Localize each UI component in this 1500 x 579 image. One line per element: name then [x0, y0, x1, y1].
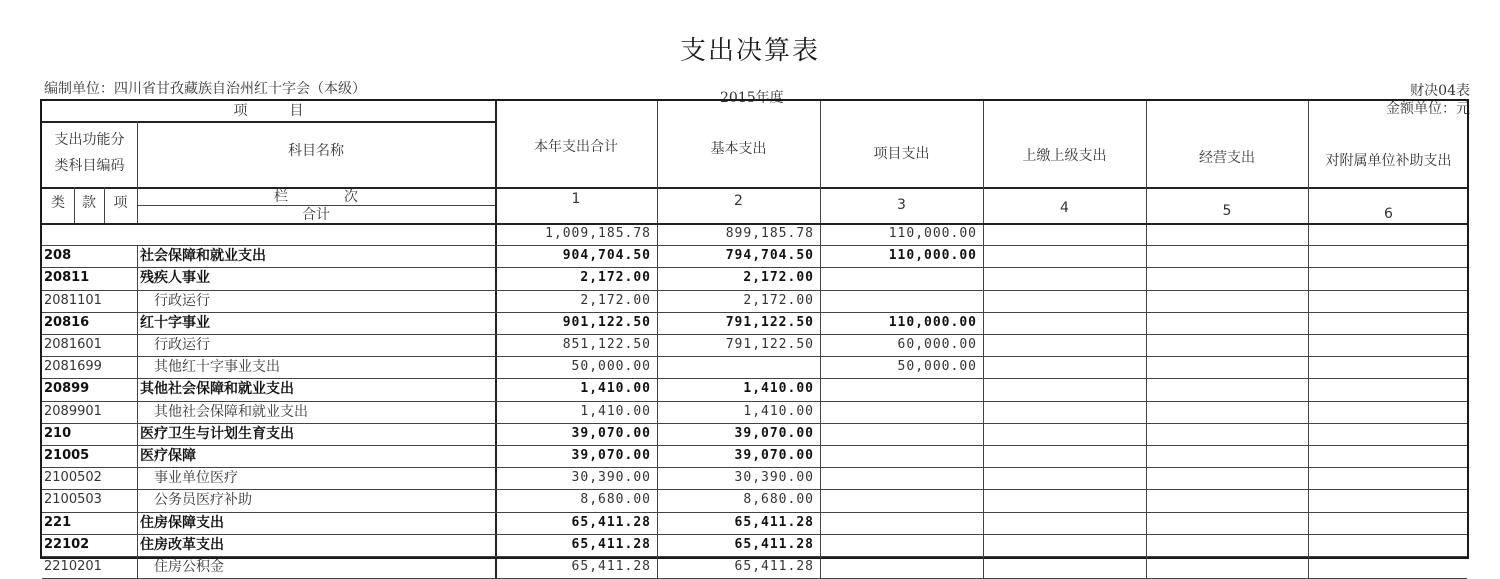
row-subject-name: 医疗保障	[140, 448, 196, 464]
row-divider	[137, 534, 138, 556]
row-value: 60,000.00	[897, 337, 977, 352]
row-divider	[42, 334, 1467, 335]
row-value: 1,410.00	[743, 381, 814, 397]
row-code: 208	[44, 248, 72, 264]
row-subject-name: 行政运行	[154, 337, 210, 353]
row-value: 2,172.00	[580, 292, 651, 308]
row-value: 1,410.00	[580, 381, 651, 397]
header-divider-project	[42, 121, 495, 123]
row-divider	[137, 290, 138, 312]
row-code: 20811	[44, 270, 90, 286]
row-value: 50,000.00	[897, 359, 977, 375]
row-divider	[42, 356, 1467, 357]
row-value: 65,411.28	[571, 559, 651, 574]
row-subject-name: 其他社会保障和就业支出	[154, 403, 308, 420]
column-divider	[1308, 101, 1309, 578]
col-upper-remit: 上缴上级支出	[1022, 148, 1107, 164]
row-code: 221	[44, 514, 72, 530]
row-code: 2210201	[44, 559, 102, 574]
row-divider	[137, 378, 138, 400]
row-code: 210	[44, 425, 72, 441]
col-no-5: 5	[1222, 203, 1232, 219]
reporting-unit: 编制单位：四川省甘孜藏族自治州红十字会（本级）	[44, 81, 366, 97]
row-value: 65,411.28	[571, 514, 651, 530]
row-value: 8,680.00	[743, 492, 814, 508]
col-subsidiary-subsidy: 对附属单位补助支出	[1325, 153, 1452, 169]
header-project: 项 目	[233, 103, 304, 119]
row-value: 65,411.28	[734, 559, 814, 574]
row-divider	[42, 312, 1467, 313]
row-value: 2,172.00	[743, 270, 814, 286]
row-value: 39,070.00	[571, 425, 651, 441]
row-divider	[137, 556, 138, 578]
row-subject-name: 住房改革支出	[140, 536, 224, 553]
header-func-code-line2: 类科目编码	[54, 158, 125, 174]
row-divider	[42, 378, 1467, 379]
row-subject-name: 医疗卫生与计划生育支出	[140, 425, 294, 442]
row-code: 2089901	[44, 403, 102, 419]
row-subject-name: 事业单位医疗	[154, 470, 238, 487]
row-value: 2,172.00	[743, 292, 814, 308]
row-divider	[137, 267, 138, 289]
row-divider	[137, 334, 138, 356]
row-divider	[42, 445, 1467, 446]
row-divider	[137, 445, 138, 467]
row-value: 851,122.50	[562, 337, 651, 352]
row-value: 50,000.00	[571, 359, 651, 375]
row-divider	[42, 489, 1467, 490]
row-value: 30,390.00	[571, 470, 651, 486]
header-heji: 合计	[302, 207, 330, 223]
row-subject-name: 住房保障支出	[140, 514, 224, 531]
money-unit: 金额单位：元	[1386, 101, 1470, 117]
total-value: 899,185.78	[725, 226, 814, 241]
row-subject-name: 公务员医疗补助	[154, 492, 252, 509]
row-divider	[42, 245, 1467, 246]
row-divider	[137, 423, 138, 445]
row-value: 65,411.28	[571, 536, 651, 552]
column-divider	[1146, 101, 1147, 578]
row-code: 20816	[44, 314, 90, 330]
row-value: 30,390.00	[734, 470, 814, 486]
expenditure-table	[40, 99, 1469, 575]
row-code: 2081601	[44, 337, 102, 352]
header-divider-kuan	[104, 187, 105, 223]
header-func-code-line1: 支出功能分	[54, 132, 125, 148]
row-value: 904,704.50	[562, 248, 651, 264]
row-value: 1,410.00	[580, 403, 651, 419]
row-subject-name: 住房公积金	[154, 559, 224, 575]
row-divider	[137, 312, 138, 334]
header-kuan: 款	[82, 195, 96, 211]
col-no-4: 4	[1060, 200, 1069, 216]
row-value: 791,122.50	[725, 337, 814, 352]
table-number: 财决04表	[1410, 83, 1470, 99]
page-title: 支出决算表	[679, 36, 820, 66]
row-value: 65,411.28	[734, 514, 814, 530]
row-divider	[137, 512, 138, 534]
row-divider	[42, 290, 1467, 291]
row-divider	[42, 556, 1467, 557]
header-divider-subject	[137, 121, 138, 223]
col-basic-expenditure: 基本支出	[710, 141, 767, 157]
row-value: 39,070.00	[734, 448, 814, 463]
col-total-expenditure: 本年支出合计	[534, 139, 618, 155]
row-value: 8,680.00	[580, 492, 651, 508]
row-value: 791,122.50	[725, 314, 814, 330]
row-code: 21005	[44, 448, 90, 463]
col-no-3: 3	[897, 197, 906, 213]
row-code: 22102	[44, 536, 90, 552]
column-divider	[983, 101, 984, 578]
row-value: 39,070.00	[734, 425, 814, 441]
header-divider-heji	[137, 205, 495, 206]
row-divider	[42, 223, 1467, 225]
row-divider	[42, 512, 1467, 513]
row-divider	[42, 267, 1467, 268]
row-divider	[42, 401, 1467, 402]
row-code: 20899	[44, 381, 90, 397]
row-value: 794,704.50	[725, 248, 814, 264]
col-project-expenditure: 项目支出	[873, 146, 930, 162]
row-code: 2081101	[44, 292, 102, 308]
col-business-expenditure: 经营支出	[1199, 150, 1255, 166]
row-divider	[137, 467, 138, 489]
col-no-1: 1	[571, 191, 581, 207]
row-subject-name: 社会保障和就业支出	[140, 248, 266, 265]
row-divider	[42, 467, 1467, 468]
header-divider-lanci	[42, 187, 1467, 189]
row-divider	[137, 356, 138, 378]
row-divider	[137, 245, 138, 267]
row-subject-name: 其他社会保障和就业支出	[140, 381, 294, 398]
row-value: 65,411.28	[734, 536, 814, 552]
row-value: 110,000.00	[888, 314, 977, 330]
row-code: 2100503	[44, 492, 102, 508]
col-no-2: 2	[734, 193, 743, 209]
row-code: 2100502	[44, 470, 102, 486]
row-value: 110,000.00	[888, 248, 977, 264]
row-divider	[42, 534, 1467, 535]
row-divider	[42, 423, 1467, 424]
row-code: 2081699	[44, 359, 102, 375]
row-divider	[137, 489, 138, 511]
row-divider	[137, 401, 138, 423]
row-subject-name: 残疾人事业	[140, 270, 210, 287]
header-xiang: 项	[113, 195, 128, 211]
fiscal-year: 2015年度	[720, 90, 784, 106]
total-value: 110,000.00	[888, 226, 977, 241]
col-no-6: 6	[1384, 206, 1393, 222]
header-lanci: 栏 次	[274, 189, 358, 205]
row-value: 901,122.50	[562, 314, 651, 330]
row-subject-name: 行政运行	[154, 292, 210, 309]
row-value: 2,172.00	[580, 270, 651, 286]
row-value: 1,410.00	[743, 403, 814, 419]
row-subject-name: 其他红十字事业支出	[154, 359, 280, 376]
header-divider-lei	[74, 187, 75, 223]
header-lei: 类	[51, 195, 65, 211]
row-subject-name: 红十字事业	[140, 314, 210, 331]
row-value: 39,070.00	[571, 448, 651, 463]
total-value: 1,009,185.78	[545, 226, 651, 241]
header-subject-name: 科目名称	[288, 143, 344, 159]
